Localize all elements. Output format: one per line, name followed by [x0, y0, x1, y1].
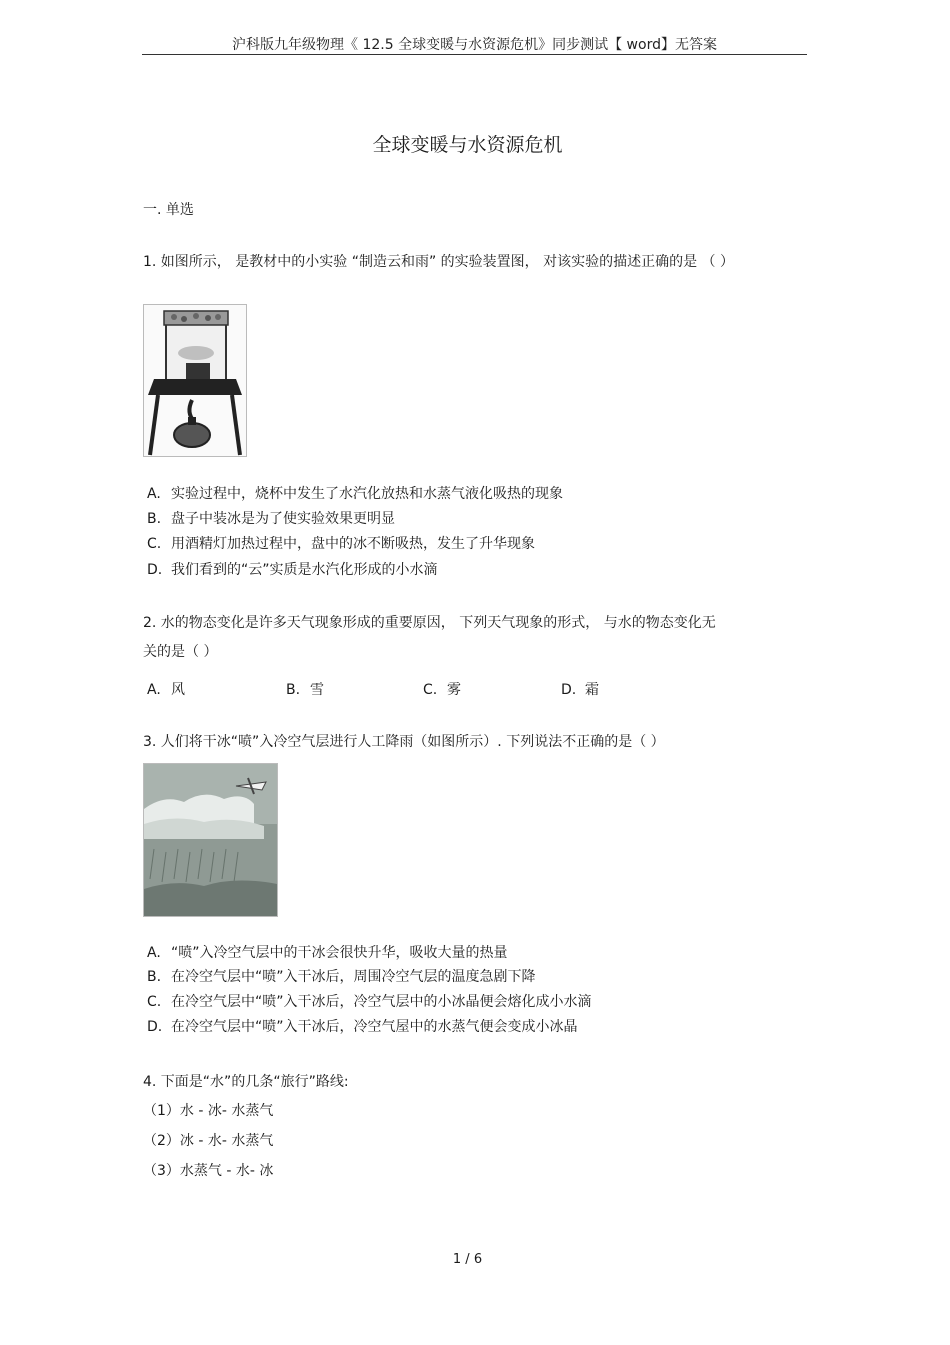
option-key: C.	[147, 994, 162, 1010]
option-text: 风	[171, 682, 185, 698]
q1-option-d	[147, 559, 438, 579]
option-text: 在冷空气层中“喷”入干冰后，冷空气屋中的水蒸气便会变成小冰晶	[171, 1019, 578, 1035]
artificial-rain-figure	[143, 763, 278, 917]
q1-option-b	[147, 508, 395, 528]
q1-option-c	[147, 533, 535, 553]
q1-stem: 1. 如图所示， 是教材中的小实验 “制造云和雨” 的实验装置图， 对该实验的描述正确的是 （ ）	[143, 254, 735, 270]
option-text: “喷”入冷空气层中的干冰会很快升华，吸收大量的热量	[171, 945, 508, 961]
q3-option-b	[147, 966, 536, 986]
option-text: 实验过程中，烧杯中发生了水汽化放热和水蒸气液化吸热的现象	[171, 486, 563, 502]
page-number: 1 / 6	[452, 1252, 483, 1267]
option-text: 我们看到的“云”实质是水汽化形成的小水滴	[171, 562, 438, 578]
q2-stem-line2: 关的是（ ）	[143, 644, 218, 660]
header-rule	[142, 54, 807, 55]
q2-option-b	[286, 679, 324, 699]
q2-option-a	[147, 679, 185, 699]
option-key: B.	[147, 511, 162, 527]
option-key: D.	[561, 682, 577, 698]
option-text: 雾	[447, 682, 461, 698]
q4-route-1: （1）水 - 冰- 水蒸气	[143, 1103, 274, 1119]
option-key: A.	[147, 486, 161, 502]
document-title: 全球变暖与水资源危机	[372, 134, 563, 156]
q3-stem: 3. 人们将干冰“喷”入冷空气层进行人工降雨（如图所示）. 下列说法不正确的是（ ）	[143, 734, 665, 750]
cloud-rain-apparatus-figure	[143, 304, 247, 457]
option-key: C.	[423, 682, 438, 698]
q4-stem: 4. 下面是“水”的几条“旅行”路线:	[143, 1074, 349, 1090]
option-key: C.	[147, 536, 162, 552]
option-text: 在冷空气层中“喷”入干冰后，冷空气层中的小冰晶便会熔化成小水滴	[171, 994, 592, 1010]
option-text: 霜	[585, 682, 599, 698]
q2-option-c	[423, 679, 461, 699]
q3-option-a	[147, 942, 508, 962]
option-text: 用酒精灯加热过程中，盘中的冰不断吸热，发生了升华现象	[171, 536, 535, 552]
q4-route-3: （3）水蒸气 - 水- 冰	[143, 1163, 274, 1179]
option-text: 在冷空气层中“喷”入干冰后，周围冷空气层的温度急剧下降	[171, 969, 536, 985]
option-key: A.	[147, 945, 161, 961]
section-heading: 一. 单选	[143, 202, 194, 218]
q2-stem-line1: 2. 水的物态变化是许多天气现象形成的重要原因， 下列天气现象的形式， 与水的物态变化无	[143, 615, 716, 631]
q1-option-a	[147, 483, 563, 503]
q2-option-d	[561, 679, 599, 699]
q3-option-d	[147, 1016, 578, 1036]
option-key: D.	[147, 1019, 163, 1035]
page-header: 沪科版九年级物理《 12.5 全球变暖与水资源危机》同步测试【 word】无答案	[232, 37, 717, 53]
option-text: 雪	[310, 682, 324, 698]
option-text: 盘子中装冰是为了使实验效果更明显	[171, 511, 395, 527]
q3-option-c	[147, 991, 592, 1011]
option-key: B.	[286, 682, 301, 698]
option-key: B.	[147, 969, 162, 985]
option-key: D.	[147, 562, 163, 578]
option-key: A.	[147, 682, 161, 698]
q4-route-2: （2）冰 - 水- 水蒸气	[143, 1133, 274, 1149]
